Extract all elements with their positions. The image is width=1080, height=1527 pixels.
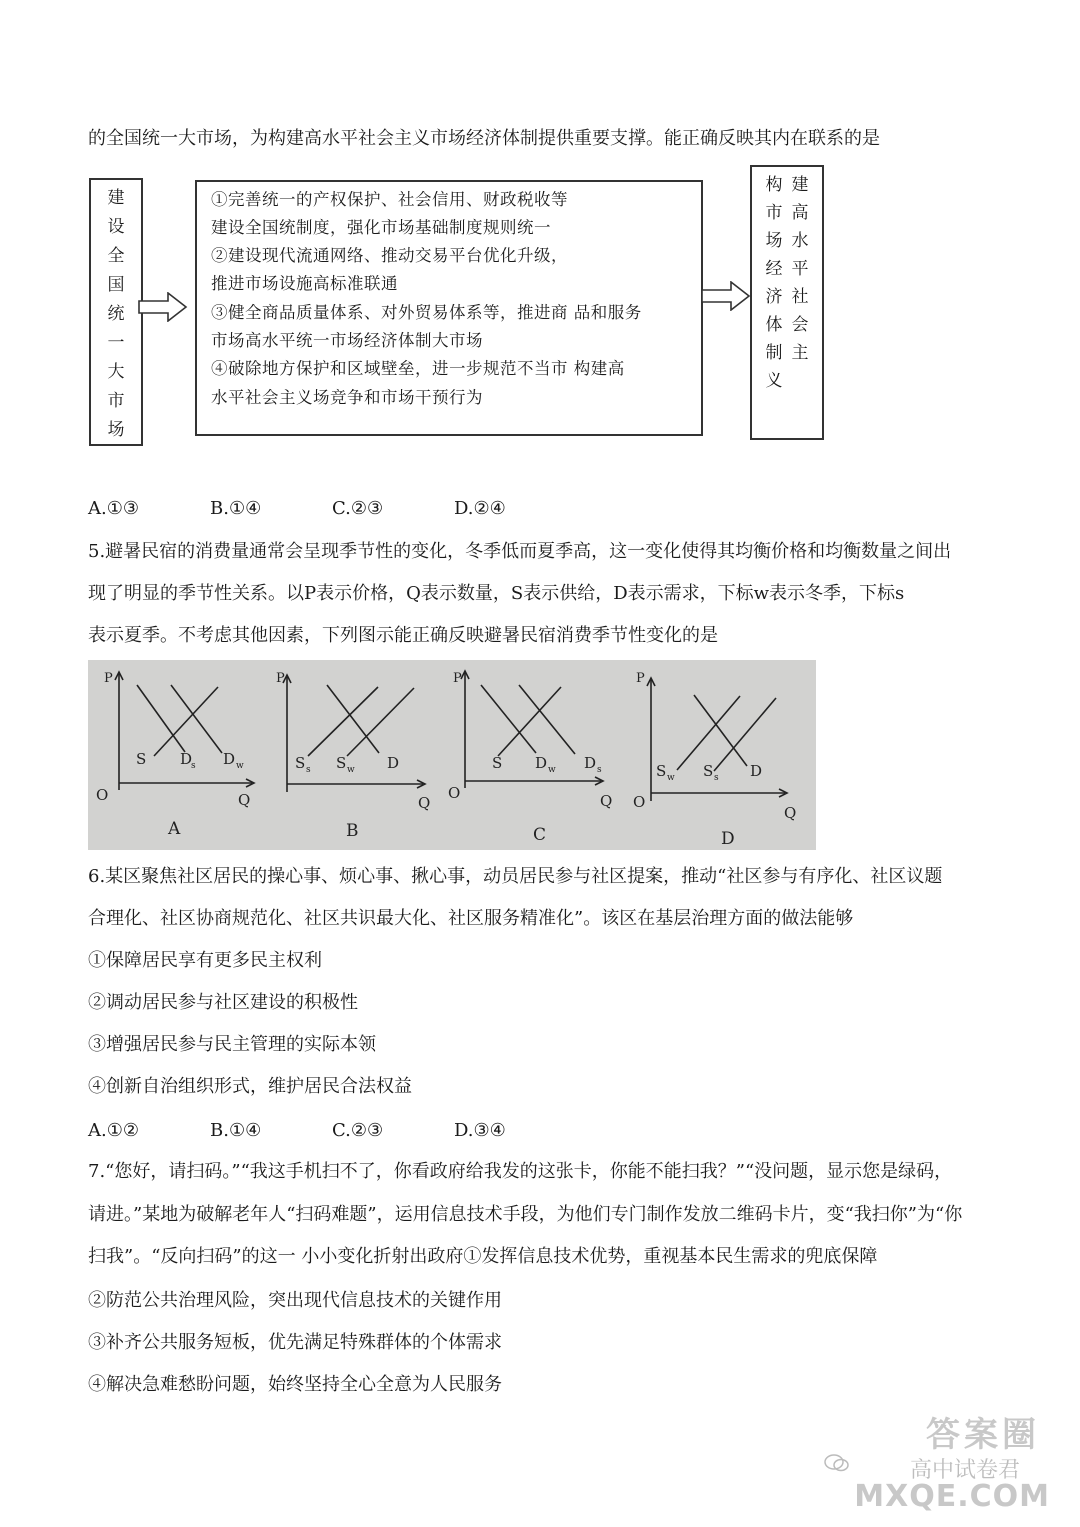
graph-c-demand-line-2	[519, 685, 575, 754]
option-d: D.③④	[454, 1120, 506, 1141]
arrow-right-icon	[138, 292, 188, 322]
q7-line-3: 扫我”。“反向扫码”的这一 小小变化折射出政府①发挥信息技术优势，重视基本民生需求的兜底保障	[88, 1246, 878, 1267]
center-box-line: 水平社会主义场竞争和市场干预行为	[211, 388, 483, 407]
graph-c-label-5: s	[597, 765, 602, 775]
right-col2-char: 高	[791, 203, 809, 223]
right-col2-char: 建	[791, 175, 809, 195]
q7-line-1: 7.“您好，请扫码。”“我这手机扫不了，你看政府给我发的这张卡，你能不能扫我？”“没问题，显示您是绿码，	[88, 1161, 953, 1182]
q6-options	[88, 1120, 576, 1142]
graph-c-y-label: P	[453, 671, 462, 686]
right-col1-char: 经	[765, 259, 783, 279]
graph-d-demand-line	[694, 695, 747, 766]
graph-a-x-label: Q	[238, 791, 251, 809]
q5-line-2: 现了明显的季节性关系。以P表示价格，Q表示数量，S表示供给，D表示需求，下标w表示冬季，下标s	[88, 583, 905, 604]
graph-a-label-2: D	[180, 750, 193, 768]
watermark-line-3: MXQE.COM	[854, 1479, 1050, 1514]
right-box-col1	[762, 171, 786, 395]
q7-item-4: ④解决急难愁盼问题，始终坚持全心全意为人民服务	[88, 1374, 502, 1395]
left-box-char: 一	[107, 333, 125, 353]
q6-line-1: 6.某区聚焦社区居民的操心事、烦心事、揪心事，动员居民参与社区提案，推动“社区参与有序化、社区议题	[88, 866, 943, 887]
graph-c-label-4: D	[584, 754, 597, 772]
graph-c-label-3: w	[548, 765, 556, 775]
graph-a-label-1: S	[136, 750, 147, 768]
q7-item-3: ③补齐公共服务短板，优先满足特殊群体的个体需求	[88, 1332, 502, 1353]
diagram-right-box	[750, 165, 824, 440]
q6-item-2: ②调动居民参与社区建设的积极性	[88, 992, 358, 1013]
center-box-line: ③健全商品质量体系、对外贸易体系等，推进商 品和服务	[211, 303, 642, 322]
center-box-line: 建设全国统制度，强化市场基础制度规则统一	[211, 218, 551, 237]
graph-c	[448, 671, 612, 845]
diagram-left-box	[89, 178, 143, 446]
right-col2-char: 水	[791, 231, 809, 251]
graph-b-label-4: w	[347, 765, 355, 775]
option-a: A.①②	[88, 1120, 139, 1141]
graph-a-origin: O	[96, 786, 109, 804]
center-box-line: ②建设现代流通网络、推动交易平台优化升级，	[211, 246, 568, 265]
right-col2-char: 平	[791, 259, 809, 279]
watermark	[820, 1407, 1050, 1517]
graph-b-y-label: P	[276, 671, 285, 686]
left-box-char: 市	[107, 391, 125, 411]
right-col2-char: 社	[791, 287, 809, 307]
right-col1-char: 构	[765, 175, 783, 195]
right-col1-char: 市	[765, 203, 783, 223]
graph-a-letter: A	[168, 819, 181, 839]
option-c: C.②③	[332, 498, 384, 519]
q6-line-2: 合理化、社区协商规范化、社区共识最大化、社区服务精准化”。该区在基层治理方面的做法能够	[88, 908, 854, 929]
watermark-line-2: 高中试卷君	[909, 1458, 1020, 1483]
center-box-line: ①完善统一的产权保护、社会信用、财政税收等	[211, 190, 568, 209]
left-box-char: 全	[107, 246, 125, 266]
option-d: D.②④	[454, 498, 506, 519]
q5-line-1: 5.避暑民宿的消费量通常会呈现季节性的变化，冬季低而夏季高，这一变化使得其均衡价格和均衡数量之间出	[88, 541, 952, 562]
left-box-char: 统	[107, 304, 125, 324]
left-box-char: 国	[107, 275, 125, 295]
graph-d-letter: D	[721, 829, 735, 849]
q7-item-2: ②防范公共治理风险，突出现代信息技术的关键作用	[88, 1290, 502, 1311]
graph-a-label-5: w	[236, 761, 244, 771]
left-box-char: 设	[107, 217, 125, 237]
graph-d-label-4: s	[714, 773, 719, 783]
graph-d-label-5: D	[750, 762, 763, 780]
graph-d-origin: O	[633, 793, 646, 811]
graph-b-supply-line-1	[308, 687, 378, 756]
right-col2-char: 会	[791, 315, 809, 335]
graph-d	[633, 671, 796, 849]
right-col1-char: 体	[765, 315, 783, 335]
q6-item-4: ④创新自治组织形式，维护居民合法权益	[88, 1076, 412, 1097]
graph-b-demand-line	[327, 685, 379, 753]
q4-stem-tail: 的全国统一大市场，为构建高水平社会主义市场经济体制提供重要支撑。能正确反映其内在联系的是	[88, 128, 880, 149]
right-box-col2	[788, 171, 812, 367]
graph-a	[96, 671, 254, 839]
graph-b-label-5: D	[387, 754, 400, 772]
option-b: B.①④	[210, 1120, 262, 1141]
graph-d-label-1: S	[656, 762, 667, 780]
option-a: A.①③	[88, 498, 139, 519]
graph-c-label-1: S	[492, 754, 503, 772]
q6-item-3: ③增强居民参与民主管理的实际本领	[88, 1034, 376, 1055]
graph-b-supply-line-2	[347, 688, 414, 756]
wechat-icon	[824, 1453, 850, 1473]
graph-c-label-2: D	[535, 754, 548, 772]
graphs-svg	[88, 660, 816, 850]
graph-d-y-label: P	[636, 671, 645, 686]
graph-a-label-4: D	[223, 750, 236, 768]
q7-line-2: 请进。”某地为破解老年人“扫码难题”，运用信息技术手段，为他们专门制作发放二维码卡片，变“我扫你”为“你	[88, 1204, 963, 1225]
diagram-center-box	[195, 180, 703, 436]
graph-b-letter: B	[346, 821, 359, 841]
arrow-right-icon	[701, 281, 751, 311]
right-col1-char: 义	[765, 371, 783, 391]
center-box-line: ④破除地方保护和区域壁垒，进一步规范不当市 构建高	[211, 359, 625, 378]
graph-b-label-3: S	[336, 754, 347, 772]
center-box-line: 推进市场设施高标准联通	[211, 274, 398, 293]
graph-d-supply-line-1	[677, 696, 740, 770]
q4-options	[88, 498, 576, 520]
graph-b-x-label: Q	[418, 794, 431, 812]
graph-c-x-label: Q	[600, 792, 613, 810]
graph-c-letter: C	[533, 825, 547, 845]
option-c: C.②③	[332, 1120, 384, 1141]
left-box-char: 建	[107, 188, 125, 208]
q6-item-1: ①保障居民享有更多民主权利	[88, 950, 322, 971]
right-col2-char: 主	[791, 343, 809, 363]
graph-d-x-label: Q	[784, 804, 797, 822]
graph-b-label-2: s	[306, 765, 311, 775]
right-col1-char: 制	[765, 343, 783, 363]
graph-a-y-label: P	[104, 671, 113, 686]
graph-c-origin: O	[448, 784, 461, 802]
left-box-char: 大	[107, 362, 125, 382]
graph-d-label-3: S	[703, 762, 714, 780]
center-box-line: 市场高水平统一市场经济体制大市场	[211, 331, 483, 350]
right-col1-char: 济	[765, 287, 783, 307]
left-box-text	[91, 184, 141, 445]
graph-b-label-1: S	[295, 754, 306, 772]
watermark-line-1: 答案圈	[926, 1415, 1040, 1455]
graph-b	[276, 671, 430, 841]
q5-line-3: 表示夏季。不考虑其他因素，下列图示能正确反映避暑民宿消费季节性变化的是	[88, 625, 718, 646]
graph-d-label-2: w	[667, 773, 675, 783]
supply-demand-graphs-photo	[88, 660, 816, 850]
right-col1-char: 场	[765, 231, 783, 251]
option-b: B.①④	[210, 498, 262, 519]
left-box-char: 场	[107, 420, 125, 440]
graph-a-label-3: s	[191, 761, 196, 771]
